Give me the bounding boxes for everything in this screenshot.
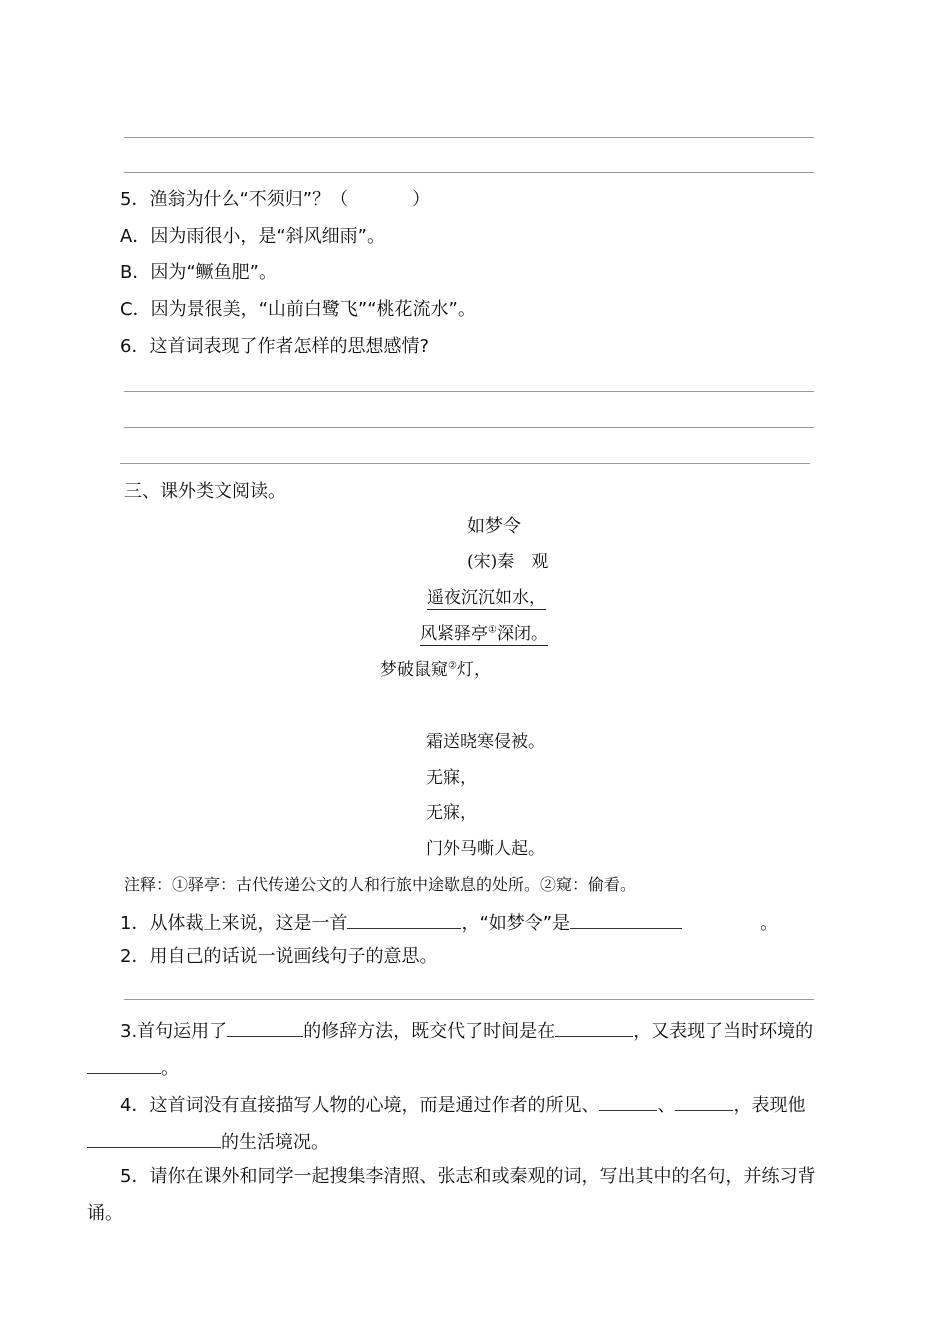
question-4-cont [87,1129,329,1155]
question-1-text-c: 。 [760,913,779,934]
answer-blank[interactable] [555,1018,633,1037]
poem-line-4: 霜送晓寒侵被。 [426,732,545,752]
question-5-close: ） [412,189,431,210]
answer-blank[interactable] [87,1129,221,1148]
poem-line-7: 门外马嘶人起。 [426,839,545,859]
poem-line-6: 无寐， [426,803,477,823]
question-2: 2．用自己的话说一说画线句子的意思。 [120,946,438,967]
question-5-extra: 5．请你在课外和同学一起搜集李清照、张志和或秦观的词，写出其中的名句，并练习背 [120,1166,816,1187]
answer-blank[interactable] [570,910,682,929]
poem-line-1-text: 遥夜沉沉如水， [427,588,546,608]
question-3 [120,1018,813,1044]
question-5-stem: 5．渔翁为什么“不须归”？（ [120,189,349,210]
answer-blank[interactable] [227,1018,303,1037]
poem-line-1 [427,587,546,609]
question-3-cont [87,1055,179,1081]
poem-line-5: 无寐， [426,768,477,788]
answer-blank[interactable] [599,1092,657,1111]
answer-blank[interactable] [347,910,461,929]
option-c: C．因为景很美，“山前白鹭飞”“桃花流水”。 [120,299,476,320]
annotation: 注释：①驿亭：古代传递公文的人和行旅中途歇息的处所。②窥：偷看。 [124,875,637,894]
option-a: A．因为雨很小，是“斜风细雨”。 [120,226,385,247]
question-3-text-b: 的修辞方法，既交代了时间是在 [303,1021,556,1042]
poem-line-2-text-b: 深闭。 [496,624,548,644]
question-3-text-a: 3.首句运用了 [120,1021,228,1042]
question-4-text-d: 的生活境况。 [221,1132,329,1153]
question-3-text-d: 。 [161,1058,179,1079]
answer-line[interactable] [124,172,814,173]
question-4-text-c: ，表现他 [733,1095,806,1116]
poem-line-2-text-a: 风紧驿亭 [420,624,488,644]
question-4-text-a: 4．这首词没有直接描写人物的心境，而是通过作者的所见、 [120,1095,600,1116]
question-5-extra-cont: 诵。 [87,1203,123,1224]
poem-author: (宋)秦 观 [467,552,549,572]
question-1 [120,910,778,936]
question-3-text-c: ，又表现了当时环境的 [633,1021,814,1042]
answer-line[interactable] [124,999,814,1000]
poem-line-3-text-b: 灯， [456,660,491,680]
answer-line[interactable] [124,391,814,392]
answer-blank[interactable] [87,1055,161,1074]
question-4 [120,1092,805,1118]
question-6: 6．这首词表现了作者怎样的思想感情? [120,336,430,357]
answer-line[interactable] [124,427,814,428]
poem-title: 如梦令 [467,516,521,537]
question-1-text-a: 1．从体裁上来说，这是一首 [120,913,348,934]
answer-line[interactable] [124,137,814,138]
answer-line[interactable] [120,463,810,464]
section-heading: 三、课外类文阅读。 [124,481,286,502]
answer-blank[interactable] [675,1092,733,1111]
footnote-marker-2: ② [448,660,457,672]
poem-line-3 [380,659,491,681]
question-5 [120,188,430,212]
question-4-text-b: 、 [657,1095,676,1116]
poem-line-3-text-a: 梦破鼠窥 [380,660,448,680]
footnote-marker-1: ① [488,624,497,636]
poem-line-2 [420,623,548,645]
option-b: B．因为“鳜鱼肥”。 [120,262,277,283]
question-1-text-b: ，“如梦令”是 [461,913,571,934]
